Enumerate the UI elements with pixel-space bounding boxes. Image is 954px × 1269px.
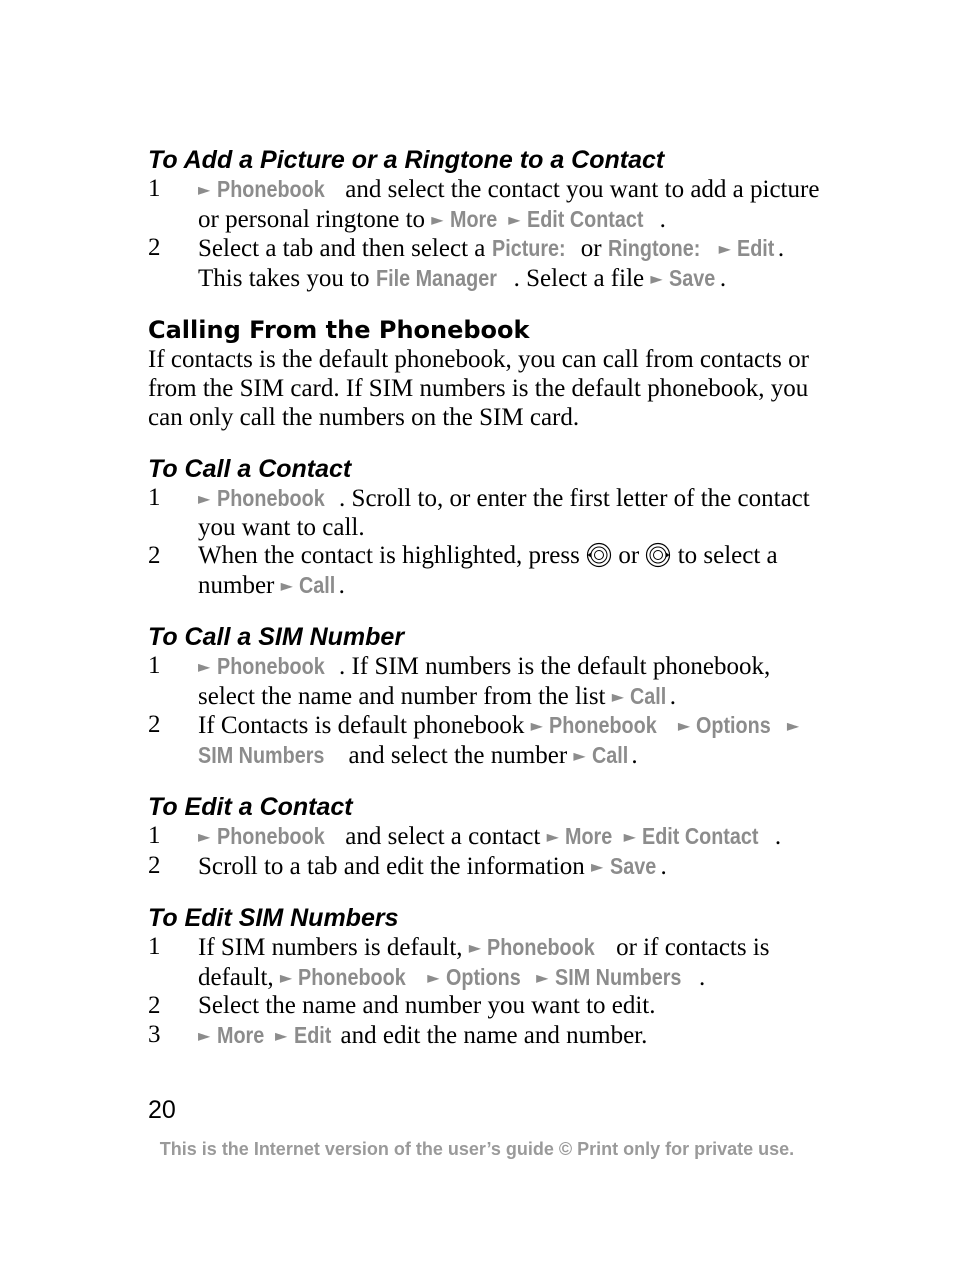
step-3 <box>148 1021 828 1051</box>
step-number: 2 <box>148 851 161 879</box>
step-text: . Scroll to, or enter the first letter of the contact you want to call. <box>198 485 810 541</box>
step-1 <box>148 652 828 711</box>
step-text: . <box>719 264 727 292</box>
step-2 <box>148 852 828 882</box>
menu-options: Options <box>445 963 521 990</box>
menu-edit: Edit <box>737 235 775 261</box>
heading-edit-sim: To Edit SIM Numbers <box>148 904 399 932</box>
menu-call: Call <box>299 571 336 598</box>
menu-phonebook: Phonebook <box>216 823 325 849</box>
step-text: . <box>669 682 677 710</box>
heading-call-sim: To Call a SIM Number <box>148 623 405 651</box>
page-content <box>148 145 828 1050</box>
heading-edit-contact: To Edit a Contact <box>148 793 353 821</box>
menu-sim-numbers: SIM Numbers <box>198 741 325 768</box>
menu-call: Call <box>630 682 667 709</box>
arrow-icon: ► <box>786 716 800 735</box>
step-text: If SIM numbers is default, <box>198 934 469 961</box>
menu-phonebook: Phonebook <box>216 653 325 679</box>
calling-paragraph: If contacts is the default phonebook, you can call from contacts or from the SIM card. If SIM numbers is the default phonebook, you can only call the numbers on the SIM card. <box>148 346 809 431</box>
arrow-icon: ► <box>427 967 440 987</box>
arrow-icon: ► <box>573 745 586 765</box>
step-number: 2 <box>148 992 161 1019</box>
step-number: 1 <box>148 933 161 960</box>
step-text: and select the number <box>342 741 574 769</box>
arrow-icon: ► <box>623 827 636 846</box>
step-text: . <box>631 741 638 769</box>
arrow-icon: ► <box>546 827 559 846</box>
step-text: and select the contact you want to add a picture or personal ringtone to <box>198 176 820 233</box>
step-number: 2 <box>148 542 161 569</box>
step-text: . Select a file <box>513 264 651 292</box>
menu-more: More <box>216 1021 264 1048</box>
step-text: . This takes you to <box>198 235 785 292</box>
step-text: . <box>774 823 782 850</box>
step-number: 3 <box>148 1020 161 1048</box>
menu-save: Save <box>668 264 716 291</box>
menu-edit-contact: Edit Contact <box>526 205 644 232</box>
step-text: Select a tab and then select a <box>198 235 492 262</box>
arrow-icon: ► <box>198 489 211 508</box>
menu-options: Options <box>696 712 772 738</box>
arrow-icon: ► <box>677 716 691 735</box>
step-text: to select a number <box>198 542 778 599</box>
menu-picture: Picture: <box>491 235 566 261</box>
step-1 <box>148 175 828 234</box>
menu-sim-numbers: SIM Numbers <box>554 963 682 990</box>
step-1 <box>148 822 828 852</box>
menu-file-manager: File Manager <box>375 264 497 291</box>
arrow-icon: ► <box>590 856 604 876</box>
step-number: 1 <box>148 484 161 511</box>
arrow-icon: ► <box>198 1025 211 1045</box>
menu-edit: Edit <box>293 1021 331 1048</box>
step-text: When the contact is highlighted, press <box>198 542 587 569</box>
arrow-icon: ► <box>536 967 549 987</box>
step-text: . <box>659 205 666 233</box>
heading-calling: Calling From the Phonebook <box>148 316 530 344</box>
arrow-icon: ► <box>718 239 731 258</box>
step-number: 1 <box>148 822 161 849</box>
step-text: or if contacts is default, <box>198 934 770 991</box>
menu-phonebook: Phonebook <box>298 963 407 990</box>
step-number: 2 <box>148 234 161 261</box>
joystick-left-icon <box>586 542 612 568</box>
step-number: 1 <box>148 175 161 202</box>
step-2 <box>148 234 828 293</box>
step-text: . <box>338 571 345 599</box>
joystick-right-icon <box>645 542 671 568</box>
step-text: Scroll to a tab and edit the information <box>198 852 591 880</box>
menu-call: Call <box>591 741 629 768</box>
step-text: Select the name and number you want to edit. <box>198 992 656 1019</box>
step-2 <box>148 711 828 770</box>
menu-save: Save <box>609 852 656 879</box>
menu-more: More <box>565 823 613 849</box>
step-text: If Contacts is default phonebook <box>198 712 531 739</box>
menu-phonebook: Phonebook <box>549 712 657 738</box>
step-2 <box>148 542 828 600</box>
menu-phonebook: Phonebook <box>216 176 325 202</box>
step-text: or <box>612 542 646 569</box>
step-2 <box>148 992 828 1021</box>
menu-ringtone: Ringtone: <box>607 235 701 261</box>
arrow-icon: ► <box>198 827 211 846</box>
arrow-icon: ► <box>275 1025 288 1045</box>
footer-notice: This is the Internet version of the user’s guide © Print only for private use. <box>159 1139 795 1159</box>
arrow-icon: ► <box>508 209 521 229</box>
heading-call-contact: To Call a Contact <box>148 455 352 483</box>
arrow-icon: ► <box>279 967 293 987</box>
page-number: 20 <box>148 1096 176 1124</box>
arrow-icon: ► <box>280 575 293 595</box>
menu-phonebook: Phonebook <box>216 485 325 511</box>
step-text: and edit the name and number. <box>334 1021 648 1049</box>
step-text: . <box>660 852 667 880</box>
arrow-icon: ► <box>198 180 211 199</box>
menu-more: More <box>449 205 498 232</box>
arrow-icon: ► <box>198 657 211 676</box>
step-text: . If SIM numbers is the default phonebook, select the name and number from the list <box>198 653 771 710</box>
step-1 <box>148 484 828 542</box>
step-number: 2 <box>148 711 161 738</box>
step-text: or <box>574 235 608 262</box>
menu-edit-contact: Edit Contact <box>642 823 759 849</box>
step-1 <box>148 933 828 992</box>
menu-phonebook: Phonebook <box>487 934 596 960</box>
step-text: and select a contact <box>339 823 547 850</box>
heading-add-picture: To Add a Picture or a Ringtone to a Contact <box>148 146 665 174</box>
arrow-icon: ► <box>468 938 482 957</box>
arrow-icon: ► <box>650 268 663 288</box>
arrow-icon: ► <box>431 209 444 229</box>
arrow-icon: ► <box>611 686 625 706</box>
arrow-icon: ► <box>530 716 543 735</box>
step-number: 1 <box>148 652 161 679</box>
step-text: . <box>698 963 706 991</box>
